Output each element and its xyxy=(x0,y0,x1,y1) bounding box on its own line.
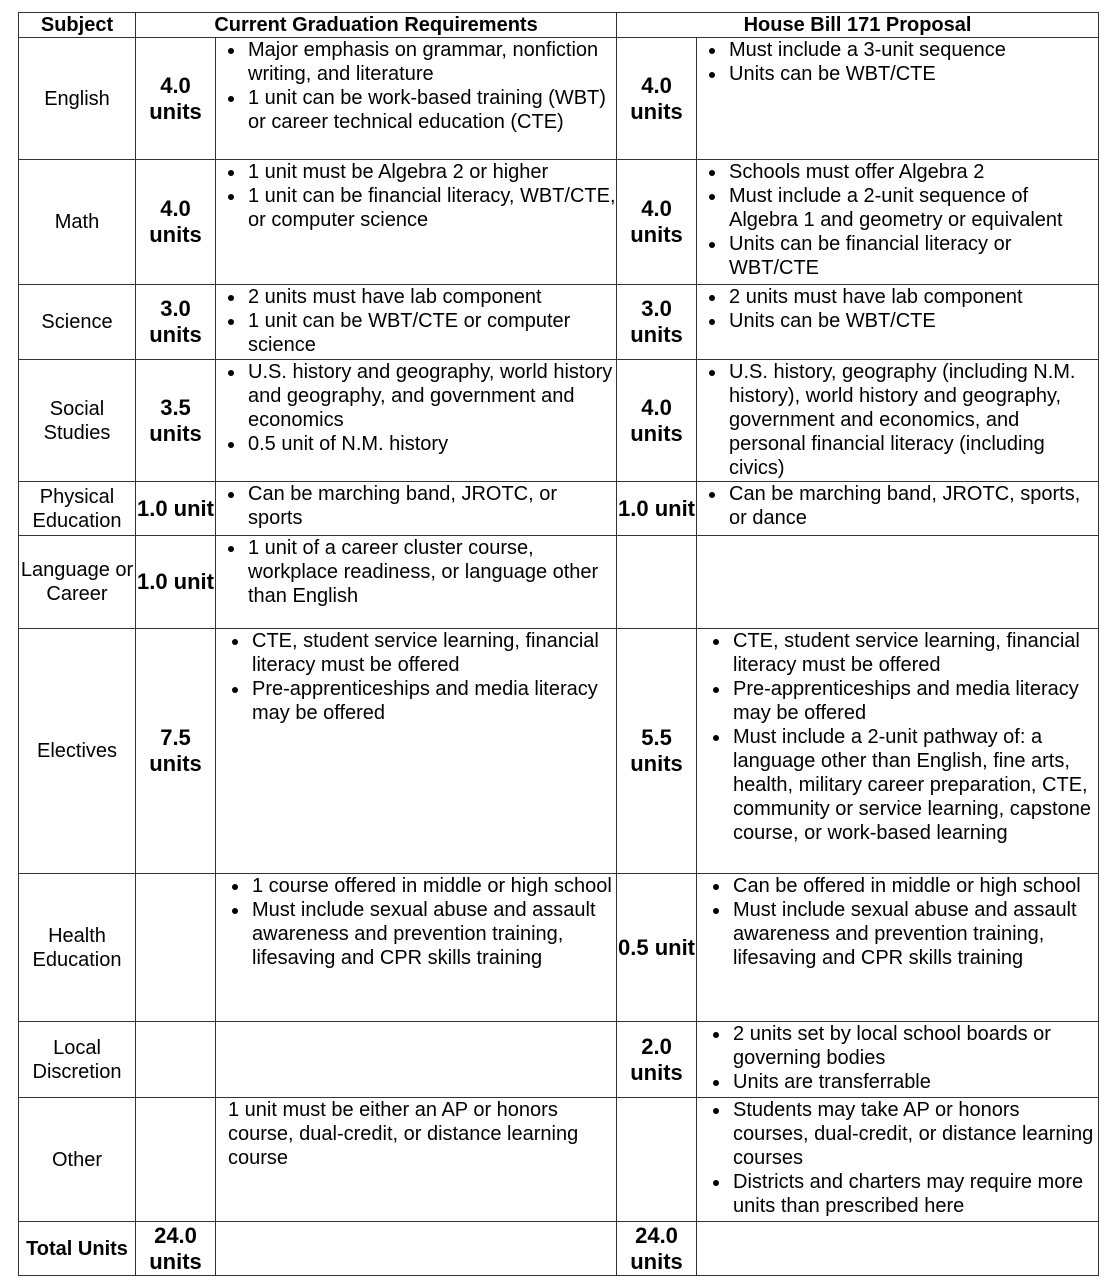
subject-cell: English xyxy=(19,38,136,160)
requirement-list xyxy=(697,1022,1098,1094)
subject-cell: Local Discretion xyxy=(19,1022,136,1098)
current-units-cell xyxy=(136,874,216,1022)
requirement-item: • 2 units set by local school boards or governing bodies xyxy=(731,1022,1098,1070)
requirement-item: • Pre-apprenticeships and media literacy may be offered xyxy=(731,677,1098,725)
requirement-list xyxy=(216,874,616,970)
proposal-notes-cell xyxy=(697,38,1099,160)
proposal-header: House Bill 171 Proposal xyxy=(617,13,1099,38)
requirement-row xyxy=(19,38,1099,160)
requirement-row xyxy=(19,482,1099,536)
subject-cell: Social Studies xyxy=(19,360,136,482)
proposal-units-cell: 1.0 unit xyxy=(617,482,697,536)
requirement-list xyxy=(216,38,616,134)
current-notes-cell xyxy=(216,360,617,482)
proposal-units-cell: 2.0 units xyxy=(617,1022,697,1098)
proposal-units-cell: 24.0 units xyxy=(617,1222,697,1276)
requirement-list xyxy=(697,629,1098,845)
proposal-notes-cell xyxy=(697,1098,1099,1222)
requirement-item: • Must include sexual abuse and assault awareness and prevention training, lifesaving and CPR skills training xyxy=(250,898,616,970)
requirement-list xyxy=(216,629,616,725)
requirement-list xyxy=(697,1098,1098,1218)
current-units-cell: 7.5 units xyxy=(136,629,216,874)
requirement-list xyxy=(697,285,1098,333)
requirement-list xyxy=(216,160,616,232)
subject-cell: Language or Career xyxy=(19,536,136,629)
requirement-item: • U.S. history, geography (including N.M. history), world history and geography, government and economics, and personal financial literacy (including civics) xyxy=(727,360,1098,480)
current-notes-cell xyxy=(216,1222,617,1276)
current-units-cell: 4.0 units xyxy=(136,160,216,285)
requirement-list xyxy=(697,160,1098,280)
requirement-item: • 1 course offered in middle or high school xyxy=(250,874,616,898)
requirement-item: • Can be offered in middle or high school xyxy=(731,874,1098,898)
current-requirements-header: Current Graduation Requirements xyxy=(136,13,617,38)
requirement-item: • 2 units must have lab component xyxy=(246,285,616,309)
requirement-item: • 1 unit can be financial literacy, WBT/CTE, or computer science xyxy=(246,184,616,232)
requirement-item: • 2 units must have lab component xyxy=(727,285,1098,309)
proposal-notes-cell xyxy=(697,1022,1099,1098)
requirement-row xyxy=(19,1098,1099,1222)
requirement-item: • CTE, student service learning, financial literacy must be offered xyxy=(250,629,616,677)
current-units-cell: 3.0 units xyxy=(136,285,216,360)
proposal-units-cell xyxy=(617,1098,697,1222)
requirement-item: • Must include a 2-unit pathway of: a language other than English, fine arts, health, military career preparation, CTE, community or service learning, capstone course, or work-based learning xyxy=(731,725,1098,845)
requirement-item: • 1 unit of a career cluster course, workplace readiness, or language other than English xyxy=(246,536,616,608)
requirement-item: • Units can be WBT/CTE xyxy=(727,309,1098,333)
proposal-notes-cell xyxy=(697,360,1099,482)
proposal-notes-cell xyxy=(697,874,1099,1022)
current-units-cell: 24.0 units xyxy=(136,1222,216,1276)
requirement-list xyxy=(697,482,1098,530)
requirement-item: • 0.5 unit of N.M. history xyxy=(246,432,616,456)
requirement-row xyxy=(19,1022,1099,1098)
requirement-list xyxy=(697,38,1098,86)
requirement-list xyxy=(697,360,1098,480)
current-notes-cell xyxy=(216,1022,617,1098)
requirement-row xyxy=(19,285,1099,360)
proposal-units-cell: 4.0 units xyxy=(617,360,697,482)
proposal-units-cell xyxy=(617,536,697,629)
proposal-notes-cell xyxy=(697,536,1099,629)
current-notes-cell xyxy=(216,874,617,1022)
requirement-item: • Schools must offer Algebra 2 xyxy=(727,160,1098,184)
requirement-item: • Units can be WBT/CTE xyxy=(727,62,1098,86)
subject-cell: Total Units xyxy=(19,1222,136,1276)
requirement-item: • Districts and charters may require more units than prescribed here xyxy=(731,1170,1098,1218)
requirement-item: • Must include sexual abuse and assault awareness and prevention training, lifesaving and CPR skills training xyxy=(731,898,1098,970)
proposal-units-cell: 5.5 units xyxy=(617,629,697,874)
requirement-list xyxy=(216,482,616,530)
proposal-units-cell: 0.5 unit xyxy=(617,874,697,1022)
proposal-notes-cell xyxy=(697,629,1099,874)
requirement-item: • Units are transferrable xyxy=(731,1070,1098,1094)
current-units-cell xyxy=(136,1098,216,1222)
header-row xyxy=(19,13,1099,38)
current-notes-cell xyxy=(216,160,617,285)
current-units-cell: 1.0 unit xyxy=(136,482,216,536)
current-notes-cell xyxy=(216,629,617,874)
proposal-units-cell: 4.0 units xyxy=(617,160,697,285)
requirement-text: 1 unit must be either an AP or honors course, dual-credit, or distance learning course xyxy=(228,1099,579,1169)
current-notes-cell xyxy=(216,1098,617,1222)
requirement-list xyxy=(216,536,616,608)
requirement-item: • Can be marching band, JROTC, sports, or dance xyxy=(727,482,1098,530)
requirement-item: • Must include a 3-unit sequence xyxy=(727,38,1098,62)
requirement-item: • 1 unit must be Algebra 2 or higher xyxy=(246,160,616,184)
current-notes-cell xyxy=(216,536,617,629)
current-units-cell: 3.5 units xyxy=(136,360,216,482)
current-units-cell xyxy=(136,1022,216,1098)
subject-cell: Science xyxy=(19,285,136,360)
requirement-row xyxy=(19,360,1099,482)
subject-cell: Other xyxy=(19,1098,136,1222)
proposal-notes-cell xyxy=(697,160,1099,285)
requirement-item: • Can be marching band, JROTC, or sports xyxy=(246,482,616,530)
requirement-row xyxy=(19,536,1099,629)
requirement-list xyxy=(216,360,616,456)
subject-header: Subject xyxy=(19,13,136,38)
current-notes-cell xyxy=(216,38,617,160)
proposal-notes-cell xyxy=(697,1222,1099,1276)
requirement-item: • CTE, student service learning, financial literacy must be offered xyxy=(731,629,1098,677)
subject-cell: Math xyxy=(19,160,136,285)
proposal-notes-cell xyxy=(697,482,1099,536)
subject-cell: Physical Education xyxy=(19,482,136,536)
current-units-cell: 1.0 unit xyxy=(136,536,216,629)
current-notes-cell xyxy=(216,285,617,360)
graduation-requirements-table xyxy=(18,12,1099,1276)
current-notes-cell xyxy=(216,482,617,536)
requirement-row xyxy=(19,1222,1099,1276)
requirement-item: • Students may take AP or honors courses, dual-credit, or distance learning courses xyxy=(731,1098,1098,1170)
proposal-notes-cell xyxy=(697,285,1099,360)
requirement-item: • Units can be financial literacy or WBT/CTE xyxy=(727,232,1098,280)
subject-cell: Health Education xyxy=(19,874,136,1022)
requirement-item: • 1 unit can be WBT/CTE or computer science xyxy=(246,309,616,357)
subject-cell: Electives xyxy=(19,629,136,874)
requirement-list xyxy=(216,285,616,357)
requirement-item: • Must include a 2-unit sequence of Algebra 1 and geometry or equivalent xyxy=(727,184,1098,232)
proposal-units-cell: 4.0 units xyxy=(617,38,697,160)
requirement-item: • U.S. history and geography, world history and geography, and government and economics xyxy=(246,360,616,432)
proposal-units-cell: 3.0 units xyxy=(617,285,697,360)
requirement-list xyxy=(697,874,1098,970)
requirement-row xyxy=(19,629,1099,874)
requirement-row xyxy=(19,874,1099,1022)
requirement-row xyxy=(19,160,1099,285)
requirement-item: • Major emphasis on grammar, nonfiction writing, and literature xyxy=(246,38,616,86)
requirement-item: • 1 unit can be work-based training (WBT) or career technical education (CTE) xyxy=(246,86,616,134)
current-units-cell: 4.0 units xyxy=(136,38,216,160)
requirement-item: • Pre-apprenticeships and media literacy may be offered xyxy=(250,677,616,725)
